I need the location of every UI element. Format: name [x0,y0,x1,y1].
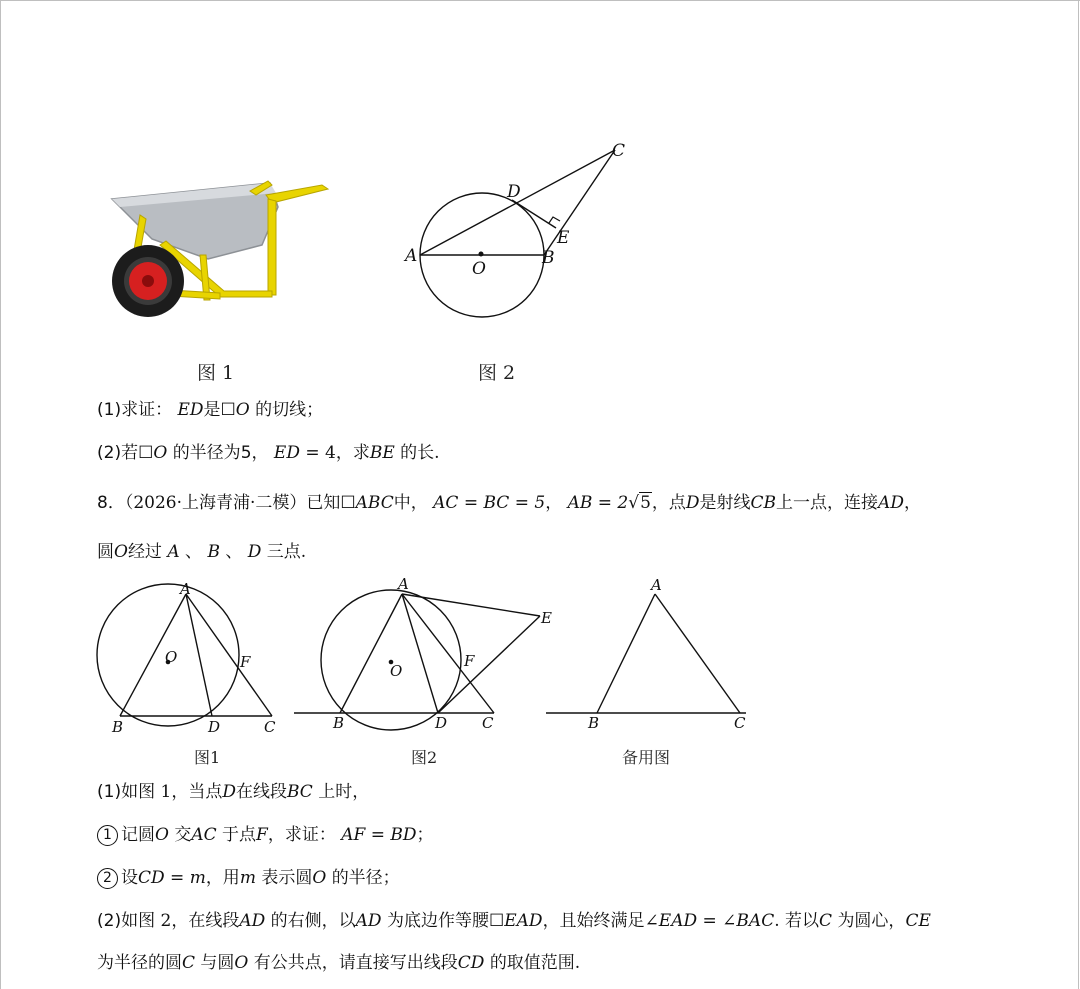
q8-figures [90,575,760,735]
q8-figure-1 [97,580,276,735]
page-border-left [0,0,1,989]
label-e: E [557,228,570,248]
q8-fig3-caption: 备用图 [622,748,671,767]
f2-label-c: C [482,714,494,732]
circled-number-2: 2 [97,868,118,889]
f1-label-o: O [165,648,178,666]
f3-label-c: C [734,714,746,732]
q7-part2: (2)若☐O 的半径为5， ED = 4，求BE 的长. [97,443,440,463]
label-b: B [542,248,555,268]
right-angle-mark [549,217,560,223]
f2-label-b: B [333,714,345,732]
f1-label-a: A [180,580,191,598]
f1-label-c: C [264,718,276,735]
f2-label-d: D [435,714,448,732]
label-a: A [405,246,418,266]
wheelbarrow-image [100,175,340,325]
f2-label-a: A [398,575,409,593]
fig2-caption: 图 2 [478,362,516,384]
q8-part2-line2: 为半径的圆C 与圆O 有公共点，请直接写出线段CD 的取值范围. [97,953,581,973]
segment-bc [544,150,615,255]
f2-label-f: F [464,652,475,670]
f2-label-e: E [541,609,552,627]
q7-figure-2 [400,140,630,330]
q8-stem-line2: 圆O经过 A 、 B 、 D 三点. [97,542,307,562]
f1-label-f: F [240,653,251,671]
label-d: D [507,182,521,202]
page-border-right [1078,0,1079,989]
q8-part1: (1)如图 1，当点D在线段BC 上时， [97,782,370,802]
q8-spare-figure [546,576,746,732]
q8-stem-line1: 8．（2026·上海青浦·二模）已知☐ABC中， AC = BC = 5， AB = 2√5，点D是射线CB上一点，连接AD， [97,493,921,513]
fig1-caption: 图 1 [197,362,235,384]
page-border-top [0,0,1080,1]
q8-fig2-caption: 图2 [411,748,438,767]
center-dot [479,252,484,257]
q8-part2-line1: (2)如图 2，在线段AD 的右侧，以AD 为底边作等腰☐EAD，且始终满足∠EAD = ∠BAC. 若以C 为圆心，CE [97,911,931,931]
q7-part1: (1)求证： ED是☐O 的切线； [97,400,324,420]
label-c: C [612,141,626,161]
f3-label-a: A [651,576,662,594]
segment-de [512,200,556,228]
q8-sub1: 1 记圆O 交AC 于点F，求证： AF = BD； [97,823,434,847]
q8-fig1-caption: 图1 [194,748,221,767]
f1-label-b: B [112,718,124,735]
f1-label-d: D [208,718,221,735]
q8-sub2: 2 设CD = m，用m 表示圆O 的半径； [97,866,400,890]
label-o: O [472,259,486,279]
q8-figure-2 [294,575,552,732]
circled-number-1: 1 [97,825,118,846]
f2-label-o: O [390,662,403,680]
f3-label-b: B [588,714,600,732]
